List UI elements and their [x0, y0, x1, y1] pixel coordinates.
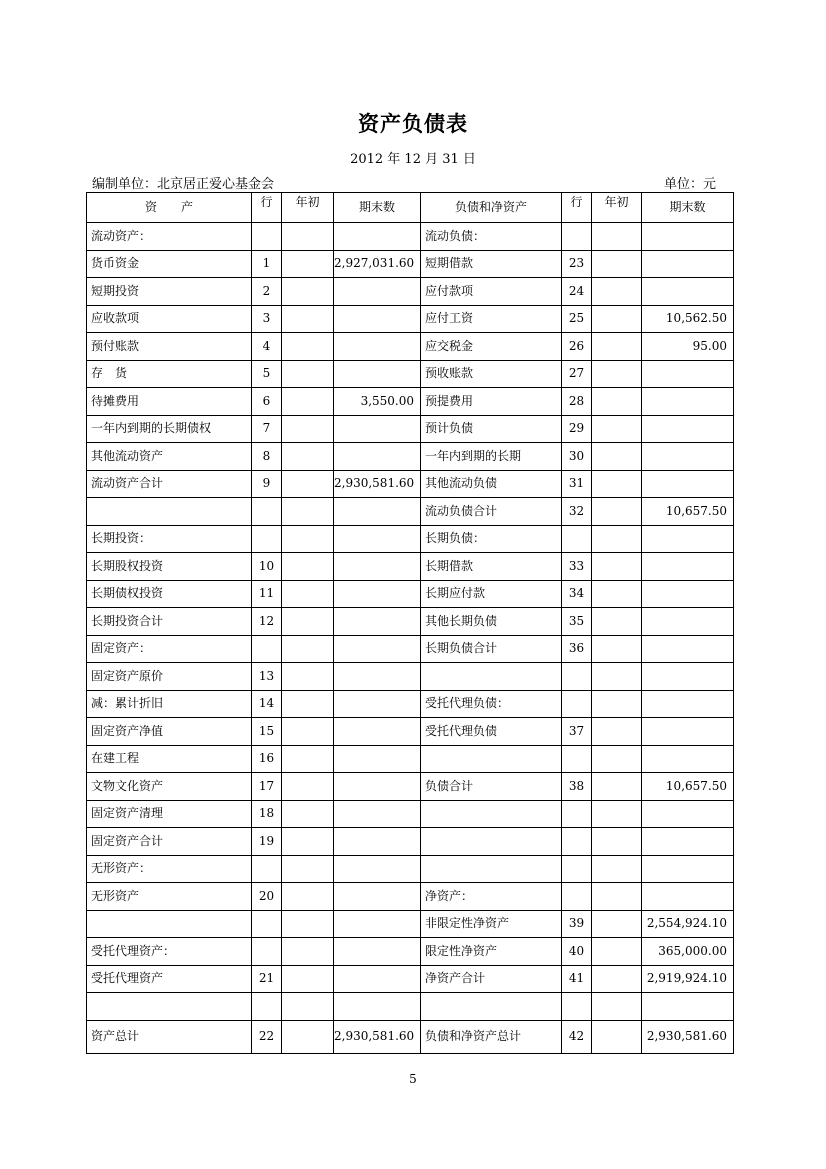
balance-sheet-table: [86, 192, 734, 1054]
asset-closing: [334, 718, 421, 746]
liability-label: 一年内到期的长期: [421, 443, 562, 471]
liability-line-no: 36: [562, 635, 592, 663]
asset-opening: [282, 223, 334, 251]
asset-line-no: [252, 855, 282, 883]
asset-closing: [334, 745, 421, 773]
table-row: [87, 388, 734, 416]
asset-label: 其他流动资产: [87, 443, 252, 471]
asset-opening: [282, 333, 334, 361]
liability-label: 其他流动负债: [421, 470, 562, 498]
header-liabilities: 负债和净资产: [421, 193, 562, 223]
currency-unit: 单位：元: [663, 177, 716, 192]
table-row: [87, 415, 734, 443]
liability-closing: [642, 690, 734, 718]
liability-opening: [592, 663, 642, 691]
asset-opening: [282, 993, 334, 1021]
asset-label: 固定资产净值: [87, 718, 252, 746]
liability-closing: [642, 663, 734, 691]
asset-opening: [282, 910, 334, 938]
asset-closing: [334, 773, 421, 801]
liability-opening: [592, 965, 642, 993]
asset-closing: [334, 938, 421, 966]
header-closing: 期末数: [334, 193, 421, 223]
asset-closing: [334, 443, 421, 471]
asset-line-no: 8: [252, 443, 282, 471]
asset-label: 减：累计折旧: [87, 690, 252, 718]
liability-line-no: [562, 828, 592, 856]
liability-closing: [642, 278, 734, 306]
table-row: [87, 773, 734, 801]
table-row: [87, 498, 734, 526]
liability-line-no: 37: [562, 718, 592, 746]
asset-opening: [282, 470, 334, 498]
asset-opening: [282, 250, 334, 278]
asset-opening: [282, 855, 334, 883]
header-row: [87, 193, 734, 223]
asset-opening: [282, 1020, 334, 1053]
liability-closing: [642, 745, 734, 773]
asset-line-no: 13: [252, 663, 282, 691]
liability-label: [421, 828, 562, 856]
liability-opening: [592, 470, 642, 498]
asset-line-no: 21: [252, 965, 282, 993]
asset-label: 资产总计: [87, 1020, 252, 1053]
liability-label: 短期借款: [421, 250, 562, 278]
asset-opening: [282, 883, 334, 911]
table-row: [87, 305, 734, 333]
asset-opening: [282, 305, 334, 333]
liability-closing: [642, 388, 734, 416]
liability-line-no: 26: [562, 333, 592, 361]
asset-line-no: [252, 498, 282, 526]
asset-line-no: [252, 525, 282, 553]
liability-label: 应付工资: [421, 305, 562, 333]
liability-label: 负债和净资产总计: [421, 1020, 562, 1053]
liability-label: 限定性净资产: [421, 938, 562, 966]
asset-closing: [334, 883, 421, 911]
asset-line-no: 17: [252, 773, 282, 801]
liability-line-no: 25: [562, 305, 592, 333]
liability-opening: [592, 718, 642, 746]
asset-line-no: 4: [252, 333, 282, 361]
liability-line-no: 29: [562, 415, 592, 443]
asset-line-no: 19: [252, 828, 282, 856]
liability-opening: [592, 883, 642, 911]
asset-closing: 2,927,031.60: [334, 250, 421, 278]
asset-closing: [334, 855, 421, 883]
liability-opening: [592, 443, 642, 471]
liability-line-no: [562, 223, 592, 251]
liability-line-no: 32: [562, 498, 592, 526]
liability-closing: [642, 415, 734, 443]
asset-closing: 2,930,581.60: [334, 1020, 421, 1053]
liability-label: 预计负债: [421, 415, 562, 443]
organization-name: 编制单位：北京居正爱心基金会: [92, 177, 275, 192]
table-row: [87, 250, 734, 278]
asset-label: 货币资金: [87, 250, 252, 278]
asset-closing: 2,930,581.60: [334, 470, 421, 498]
asset-label: 固定资产：: [87, 635, 252, 663]
liability-label: 长期借款: [421, 553, 562, 581]
asset-closing: [334, 690, 421, 718]
asset-opening: [282, 360, 334, 388]
asset-closing: [334, 993, 421, 1021]
asset-opening: [282, 388, 334, 416]
table-row: [87, 690, 734, 718]
table-row: [87, 718, 734, 746]
asset-line-no: 14: [252, 690, 282, 718]
asset-closing: [334, 525, 421, 553]
liability-label: 流动负债：: [421, 223, 562, 251]
liability-closing: [642, 250, 734, 278]
liability-line-no: 41: [562, 965, 592, 993]
asset-label: 流动资产合计: [87, 470, 252, 498]
liability-opening: [592, 690, 642, 718]
liability-label: 长期负债合计: [421, 635, 562, 663]
liability-closing: 10,562.50: [642, 305, 734, 333]
liability-line-no: [562, 690, 592, 718]
asset-closing: [334, 223, 421, 251]
header-opening: 年初: [282, 193, 334, 223]
liability-opening: [592, 415, 642, 443]
asset-line-no: [252, 910, 282, 938]
header-closing-right: 期末数: [642, 193, 734, 223]
liability-opening: [592, 745, 642, 773]
liability-line-no: [562, 883, 592, 911]
liability-line-no: [562, 800, 592, 828]
liability-opening: [592, 938, 642, 966]
liability-label: 负债合计: [421, 773, 562, 801]
liability-label: 流动负债合计: [421, 498, 562, 526]
liability-closing: 365,000.00: [642, 938, 734, 966]
liability-opening: [592, 635, 642, 663]
asset-label: 应收款项: [87, 305, 252, 333]
asset-closing: [334, 498, 421, 526]
asset-label: 受托代理资产：: [87, 938, 252, 966]
asset-opening: [282, 690, 334, 718]
liability-label: [421, 800, 562, 828]
table-row: [87, 800, 734, 828]
liability-closing: 2,554,924.10: [642, 910, 734, 938]
asset-closing: [334, 828, 421, 856]
liability-line-no: 28: [562, 388, 592, 416]
liability-closing: [642, 580, 734, 608]
asset-label: 流动资产：: [87, 223, 252, 251]
asset-closing: [334, 305, 421, 333]
asset-line-no: 12: [252, 608, 282, 636]
liability-opening: [592, 580, 642, 608]
liability-closing: 2,930,581.60: [642, 1020, 734, 1053]
liability-opening: [592, 250, 642, 278]
page-number: 5: [409, 1072, 417, 1086]
liability-closing: 2,919,924.10: [642, 965, 734, 993]
table-row: [87, 938, 734, 966]
liability-opening: [592, 773, 642, 801]
table-row: [87, 965, 734, 993]
liability-line-no: 40: [562, 938, 592, 966]
asset-closing: 3,550.00: [334, 388, 421, 416]
asset-label: [87, 498, 252, 526]
asset-opening: [282, 663, 334, 691]
liability-line-no: [562, 663, 592, 691]
liability-closing: [642, 855, 734, 883]
asset-line-no: 15: [252, 718, 282, 746]
asset-opening: [282, 745, 334, 773]
asset-label: 固定资产清理: [87, 800, 252, 828]
table-row: [87, 333, 734, 361]
liability-opening: [592, 553, 642, 581]
liability-line-no: [562, 745, 592, 773]
liability-opening: [592, 910, 642, 938]
liability-line-no: 42: [562, 1020, 592, 1053]
liability-opening: [592, 360, 642, 388]
asset-label: 无形资产：: [87, 855, 252, 883]
liability-opening: [592, 333, 642, 361]
asset-opening: [282, 718, 334, 746]
liability-label: 长期负债：: [421, 525, 562, 553]
table-row: [87, 883, 734, 911]
asset-closing: [334, 800, 421, 828]
asset-line-no: 9: [252, 470, 282, 498]
asset-opening: [282, 443, 334, 471]
table-row: [87, 910, 734, 938]
liability-opening: [592, 525, 642, 553]
liability-opening: [592, 388, 642, 416]
liability-label: 预收账款: [421, 360, 562, 388]
liability-line-no: [562, 525, 592, 553]
liability-opening: [592, 1020, 642, 1053]
header-opening-right: 年初: [592, 193, 642, 223]
liability-label: 净资产：: [421, 883, 562, 911]
asset-label: [87, 910, 252, 938]
liability-line-no: [562, 993, 592, 1021]
liability-closing: [642, 470, 734, 498]
asset-label: [87, 993, 252, 1021]
table-row: [87, 635, 734, 663]
liability-opening: [592, 608, 642, 636]
asset-closing: [334, 580, 421, 608]
liability-line-no: 23: [562, 250, 592, 278]
liability-line-no: 33: [562, 553, 592, 581]
table-row: [87, 855, 734, 883]
liability-line-no: [562, 855, 592, 883]
table-row: [87, 443, 734, 471]
liability-line-no: 35: [562, 608, 592, 636]
liability-line-no: 30: [562, 443, 592, 471]
asset-closing: [334, 663, 421, 691]
table-row: [87, 745, 734, 773]
asset-closing: [334, 278, 421, 306]
asset-line-no: [252, 993, 282, 1021]
asset-line-no: 5: [252, 360, 282, 388]
asset-opening: [282, 553, 334, 581]
liability-opening: [592, 993, 642, 1021]
liability-line-no: 31: [562, 470, 592, 498]
asset-label: 预付账款: [87, 333, 252, 361]
asset-line-no: 20: [252, 883, 282, 911]
liability-opening: [592, 278, 642, 306]
liability-opening: [592, 305, 642, 333]
asset-opening: [282, 608, 334, 636]
asset-label: 受托代理资产: [87, 965, 252, 993]
liability-label: [421, 663, 562, 691]
liability-label: 受托代理负债: [421, 718, 562, 746]
liability-closing: [642, 443, 734, 471]
asset-line-no: 1: [252, 250, 282, 278]
asset-line-no: 10: [252, 553, 282, 581]
header-assets: 资 产: [87, 193, 252, 223]
liability-line-no: 38: [562, 773, 592, 801]
table-row: [87, 525, 734, 553]
asset-line-no: 18: [252, 800, 282, 828]
asset-label: 文物文化资产: [87, 773, 252, 801]
asset-closing: [334, 360, 421, 388]
asset-line-no: 11: [252, 580, 282, 608]
asset-label: 在建工程: [87, 745, 252, 773]
report-date: 2012 年 12 月 31 日: [350, 152, 476, 167]
liability-label: 应交税金: [421, 333, 562, 361]
liability-closing: [642, 608, 734, 636]
asset-closing: [334, 553, 421, 581]
asset-opening: [282, 498, 334, 526]
asset-line-no: [252, 223, 282, 251]
table-row: [87, 1020, 734, 1053]
document-title: 资产负债表: [358, 111, 468, 136]
liability-label: 长期应付款: [421, 580, 562, 608]
asset-label: 长期投资合计: [87, 608, 252, 636]
asset-label: 长期债权投资: [87, 580, 252, 608]
asset-closing: [334, 965, 421, 993]
table-row: [87, 360, 734, 388]
liability-line-no: 27: [562, 360, 592, 388]
liability-opening: [592, 855, 642, 883]
asset-line-no: [252, 938, 282, 966]
liability-label: [421, 745, 562, 773]
liability-line-no: 39: [562, 910, 592, 938]
liability-opening: [592, 800, 642, 828]
asset-label: 一年内到期的长期债权: [87, 415, 252, 443]
liability-opening: [592, 828, 642, 856]
liability-label: 非限定性净资产: [421, 910, 562, 938]
liability-closing: [642, 525, 734, 553]
asset-closing: [334, 910, 421, 938]
liability-closing: [642, 553, 734, 581]
liability-label: 应付款项: [421, 278, 562, 306]
table-row: [87, 470, 734, 498]
liability-closing: [642, 800, 734, 828]
table-row: [87, 278, 734, 306]
liability-label: 净资产合计: [421, 965, 562, 993]
asset-opening: [282, 828, 334, 856]
liability-closing: [642, 718, 734, 746]
asset-opening: [282, 278, 334, 306]
table-row: [87, 608, 734, 636]
liability-closing: [642, 828, 734, 856]
asset-label: 长期股权投资: [87, 553, 252, 581]
liability-closing: [642, 993, 734, 1021]
liability-closing: 95.00: [642, 333, 734, 361]
table-row: [87, 828, 734, 856]
asset-line-no: 3: [252, 305, 282, 333]
asset-label: 待摊费用: [87, 388, 252, 416]
liability-label: [421, 993, 562, 1021]
asset-opening: [282, 773, 334, 801]
asset-line-no: 22: [252, 1020, 282, 1053]
liability-label: 预提费用: [421, 388, 562, 416]
asset-line-no: 6: [252, 388, 282, 416]
asset-label: 固定资产合计: [87, 828, 252, 856]
asset-label: 无形资产: [87, 883, 252, 911]
liability-opening: [592, 223, 642, 251]
liability-closing: [642, 360, 734, 388]
table-row: [87, 223, 734, 251]
liability-line-no: 24: [562, 278, 592, 306]
liability-line-no: 34: [562, 580, 592, 608]
table-row: [87, 580, 734, 608]
asset-closing: [334, 415, 421, 443]
asset-label: 短期投资: [87, 278, 252, 306]
asset-line-no: 7: [252, 415, 282, 443]
asset-opening: [282, 965, 334, 993]
asset-opening: [282, 415, 334, 443]
header-line-no-right: 行: [562, 193, 592, 223]
asset-opening: [282, 800, 334, 828]
table-row: [87, 663, 734, 691]
header-line-no: 行: [252, 193, 282, 223]
asset-label: 固定资产原价: [87, 663, 252, 691]
liability-opening: [592, 498, 642, 526]
asset-opening: [282, 525, 334, 553]
asset-line-no: [252, 635, 282, 663]
asset-opening: [282, 938, 334, 966]
asset-closing: [334, 635, 421, 663]
table-row: [87, 993, 734, 1021]
asset-line-no: 16: [252, 745, 282, 773]
asset-label: 长期投资：: [87, 525, 252, 553]
asset-opening: [282, 580, 334, 608]
asset-label: 存 货: [87, 360, 252, 388]
liability-label: 其他长期负债: [421, 608, 562, 636]
liability-closing: [642, 223, 734, 251]
asset-opening: [282, 635, 334, 663]
asset-closing: [334, 333, 421, 361]
liability-label: 受托代理负债：: [421, 690, 562, 718]
asset-closing: [334, 608, 421, 636]
liability-label: [421, 855, 562, 883]
liability-closing: [642, 883, 734, 911]
asset-line-no: 2: [252, 278, 282, 306]
liability-closing: [642, 635, 734, 663]
table-row: [87, 553, 734, 581]
liability-closing: 10,657.50: [642, 773, 734, 801]
liability-closing: 10,657.50: [642, 498, 734, 526]
